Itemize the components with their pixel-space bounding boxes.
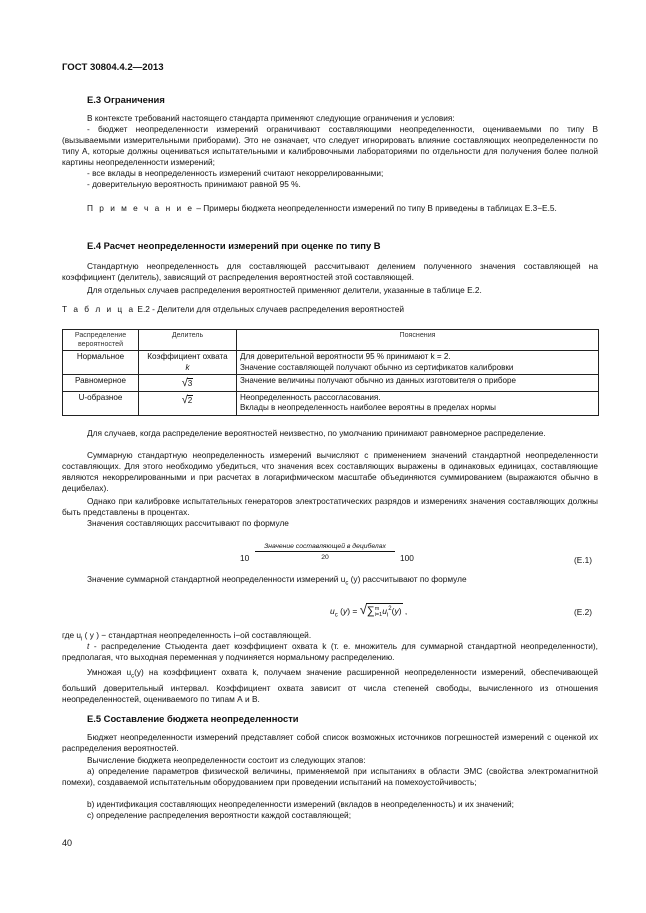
table-cell-distribution: U-образное xyxy=(63,391,139,415)
where-text: ( y ) − стандартная неопределенность i−ой составляющей. xyxy=(82,630,312,640)
explanation-line: Значение составляющей получают обычно из сертификатов калибровки xyxy=(240,362,514,372)
table-row xyxy=(63,375,599,392)
formula-e2: $u_c$ (y) = √∑m $i=1u_i^2(y)$ , xyxy=(330,603,407,622)
e4-paragraph-2: Для отдельных случаев распределения вероятностей применяют делители, указанные в таблице Е.2. xyxy=(87,285,482,295)
formula-e1-tail: 100 xyxy=(400,553,414,563)
divisor-text: Коэффициент охвата xyxy=(147,352,228,361)
page-number: 40 xyxy=(62,838,73,848)
note-text: – Примеры бюджета неопределенности измерений по типу В приведены в таблицах Е.3−Е.5. xyxy=(194,203,557,213)
table-header-cell: Делитель xyxy=(139,330,237,351)
section-e5-heading: Е.5 Составление бюджета неопределенности xyxy=(87,713,299,724)
formula-e2-intro-tail: (y) рассчитывают по формуле xyxy=(348,574,467,584)
table-cell-divisor xyxy=(139,375,237,392)
divisor-value: 2 xyxy=(187,395,193,405)
table-cell-explanation: Значение величины получают обычно из данных изготовителя о приборе xyxy=(237,375,599,392)
table-cell-divisor xyxy=(139,391,237,415)
formula-e1-numerator: Значение составляющей в децибелах xyxy=(264,543,386,550)
e5-item-a: а) определение параметров физической величины, применяемой при испытаниях в области ЭМС (свойства электромагнитной помехи), создаваемой испытательным оборудованием при проведении испытаний на помехоустойчивость; xyxy=(62,766,598,788)
note-label: П р и м е ч а н и е xyxy=(87,203,195,213)
e4-paragraph-1: Стандартную неопределенность для составляющей рассчитывают делением полученного значения составляющей на коэффициент (делитель), зависящий от распределения вероятностей этой составляющей. xyxy=(62,261,598,283)
where-text: (y) на коэффициент охвата k, получаем значение расширенной неопределенности измерений, обеспечивающей больший доверительный интервал. Коэффициент охвата зависит от числа степеней свободы, вычисленного из отношения неопределенностей, оцениваемого по типам А и В. xyxy=(62,667,598,704)
where-text: где u xyxy=(62,630,82,640)
table-header-cell: Пояснения xyxy=(237,330,599,351)
divisor-value: 3 xyxy=(187,379,193,388)
where-sub: i xyxy=(81,636,83,643)
sum-upper-limit: m xyxy=(374,605,380,612)
explanation-line: Вклады в неопределенность наиболее вероятны в пределах нормы xyxy=(240,403,496,412)
table-cell-distribution: Равномерное xyxy=(63,375,139,392)
where-line-3 xyxy=(62,667,598,705)
sqrt-icon: √ xyxy=(359,601,367,617)
explanation-line: Неопределенность рассогласования. xyxy=(240,392,381,402)
e5-paragraph-2: Вычисление бюджета неопределенности состоит из следующих этапов: xyxy=(87,755,366,765)
where-sub: c xyxy=(131,673,135,680)
e3-item-3: - доверительную вероятность принимают равной 95 %. xyxy=(87,179,301,189)
after-table-p3: Однако при калибровке испытательных генераторов электростатических разрядов и измерениях значения составляющих должны быть представлены в процентах. xyxy=(62,496,598,518)
sqrt-icon: √ xyxy=(181,393,188,406)
formula-e1-denominator: 20 xyxy=(321,554,329,561)
where-text: Умножая u xyxy=(87,667,132,677)
explanation-line: Для доверительной вероятности 95 % принимают k = 2. xyxy=(240,352,451,361)
e3-item-1: - бюджет неопределенности измерений ограничивают составляющими неопределенности, оцениваемыми по типу В (вызываемыми измерительными приборами). Это не означает, что следует игнорировать влияние составляющих неопределенности по типу А, которые должны оцениваться испытательными и калибровочными лабораториями по отдельности для получения более полной картины неопределенности измерений; xyxy=(62,124,598,168)
table-caption-label: Т а б л и ц а xyxy=(62,304,136,314)
e3-item-2: - все вклады в неопределенность измерений считают некоррелированными; xyxy=(87,168,384,178)
formula-e2-intro xyxy=(62,574,598,590)
formula-e1-base: 10 xyxy=(240,553,250,563)
table-header-cell: Распределение вероятностей xyxy=(63,330,139,351)
table-caption xyxy=(62,304,599,315)
table-caption-text: Е.2 - Делители для отдельных случаев распределения вероятностей xyxy=(135,304,404,314)
table-row xyxy=(63,391,599,415)
table-row xyxy=(63,351,599,375)
table-cell-distribution: Нормальное xyxy=(63,351,139,375)
divisor-symbol: k xyxy=(185,362,190,372)
table-header-row xyxy=(63,330,599,351)
e5-item-c: c) определение распределения вероятности каждой составляющей; xyxy=(87,810,352,820)
formula-e2-radicand: ∑m $i=1u_i^2(y)$ xyxy=(366,603,403,622)
after-table-p2: Суммарную стандартную неопределенность измерений вычисляют с применением значений стандартной неопределенности составляющих. Для этого необходимо убедиться, что значения всех составляющих выражены в одинаковых единицах, составляющие являются некоррелированными и при расчетах в логарифмическом масштабе объединяются суммированием (выражаются обычно в децибелах). xyxy=(62,450,598,494)
table-cell-explanation xyxy=(237,351,599,375)
e5-item-b: b) идентификация составляющих неопределенности измерений (вкладов в неопределенность) и их значений; xyxy=(87,799,514,809)
formula-e2-intro-sub: c xyxy=(345,580,349,587)
table-cell-explanation xyxy=(237,391,599,415)
formula-e1-label: (Е.1) xyxy=(574,555,592,565)
where-text: - распределение Стьюдента дает коэффициент охвата k (т. е. множитель для суммарной стандартной неопределенности), предполагая, что выходная переменная y подчиняется нормальному распределению. xyxy=(62,641,598,663)
document-header: ГОСТ 30804.4.2—2013 xyxy=(62,62,164,73)
e5-paragraph-1: Бюджет неопределенности измерений представляет собой список возможных источников погрешностей измерений с оценкой их распределения вероятностей. xyxy=(62,732,598,754)
e3-intro: В контексте требований настоящего стандарта применяют следующие ограничения и условия: xyxy=(87,113,455,123)
table-cell-divisor xyxy=(139,351,237,375)
formula-e2-intro-text: Значение суммарной стандартной неопределенности измерений u xyxy=(87,574,346,584)
after-table-p1: Для случаев, когда распределение вероятностей неизвестно, по умолчанию принимают равномерное распределение. xyxy=(87,428,546,438)
sum-lower-limit: i=1 xyxy=(374,611,383,618)
after-table-p4: Значения составляющих рассчитывают по формуле xyxy=(87,518,289,528)
divisors-table xyxy=(62,329,599,416)
section-e3-heading: Е.3 Ограничения xyxy=(87,94,165,105)
e3-note xyxy=(62,203,598,214)
section-e4-heading: Е.4 Расчет неопределенности измерений при оценке по типу В xyxy=(87,240,381,251)
t-symbol: t xyxy=(87,641,90,651)
sqrt-icon: √ xyxy=(181,377,188,389)
where-line-2 xyxy=(62,641,598,663)
formula-e2-label: (Е.2) xyxy=(574,607,592,617)
